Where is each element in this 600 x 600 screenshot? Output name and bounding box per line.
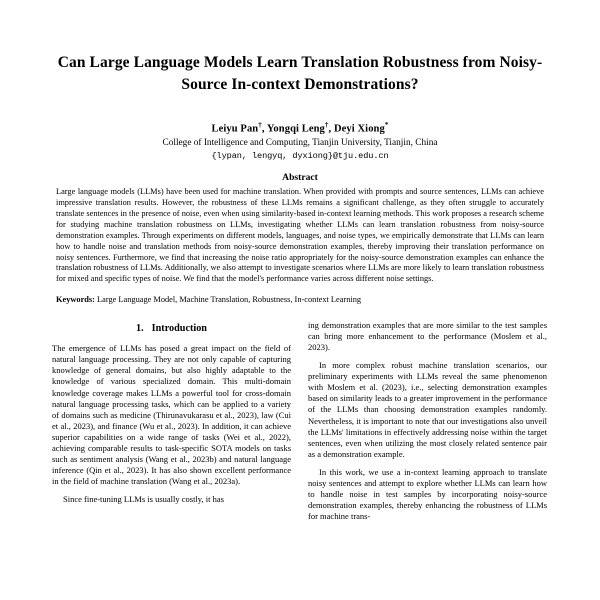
author-mark-3: *	[384, 120, 389, 129]
body-columns	[52, 320, 548, 529]
paragraph: ing demonstration examples that are more similar to the test samples can bring more enhancement to the performance (Moslem et al., 2023).	[308, 319, 547, 353]
author-emails[interactable]: {lypan, lengyq, dyxiong}@tju.edu.cn	[211, 151, 389, 162]
paragraph: The emergence of LLMs has posed a great impact on the field of natural language processing. They are not only capable of capturing knowledge of general domains, but also highly adaptable to the knowledge of various specialized domain. This multi-domain knowledge coverage makes LLMs a powerful tool for cross-domain natural language processing tasks, which can be applied to a variety of domains such as medicine (Thirunavukarasu et al., 2023), law (Cui et al., 2023), and finance (Wu et al., 2023). In addition, it can achieve superior capabilities on a wide range of tasks (Wei et al., 2022), achieving comparable results to task-specific SOTA models on tasks such as sentiment analysis (Wang et al., 2023b) and natural language inference (Qin et al., 2023). It has also shown excellent performance in the field of machine translation (Wang et al., 2023a).	[52, 343, 291, 487]
abstract-heading: Abstract	[282, 172, 318, 184]
paragraph: In more complex robust machine translation scenarios, our preliminary experiments with LLMs reveal the same phenomenon with Moslem et al. (2023), i.e., selecting demonstration examples based on similarity leads to a greater improvement in the performance of the LLMs than choosing demonstration examples randomly. Nevertheless, it is important to note that our investigations also unveil the LLMs' limitations in effectively addressing noise within the target sentences, even when utilizing the most closely related sentence pair as a demonstration example.	[308, 360, 547, 459]
right-column	[308, 320, 547, 529]
author-name-2: Yongqi Leng	[266, 123, 325, 135]
left-column	[52, 320, 291, 529]
keywords-label: Keywords:	[56, 295, 95, 305]
paragraph: In this work, we use a in-context learning approach to translate noisy sentences and attempt to explore whether LLMs can learn how to handle noise in test samples by incorporating noisy-source demonstration examples, thereby enhancing the robustness of LLMs for machine trans-	[308, 466, 547, 522]
paragraph: Since fine-tuning LLMs is usually costly, it has	[63, 494, 224, 505]
author-mark-1: †	[258, 120, 262, 129]
author-mark-2: †	[324, 120, 329, 129]
page-title: Can Large Language Models Learn Translation Robustness from Noisy-Source In-context Demonstrations?	[57, 54, 543, 94]
section-number: 1.	[136, 322, 144, 334]
keywords-text: Large Language Model, Machine Translation, Robustness, In-context Learning	[97, 295, 362, 305]
author-name-3: Deyi Xiong	[333, 123, 385, 135]
keywords-line	[52, 295, 548, 306]
affiliation: College of Intelligence and Computing, Tianjin University, Tianjin, China	[162, 138, 438, 149]
section-title: Introduction	[151, 322, 207, 334]
author-list: Leiyu Pan†, Yongqi Leng†, Deyi Xiong*	[211, 120, 389, 135]
section-heading-introduction	[52, 322, 291, 335]
abstract-text: Large language models (LLMs) have been used for machine translation. When provided with prompts and source sentences, LLMs can achieve impressive translation results. However, the robustness of these LLMs remains a significant challenge, as they often struggle to accurately translate sentences in the presence of noise, even when using similarity-based in-context learning methods. This work proposes a research scheme for studying machine translation robustness on LLMs, investigating whether LLMs can learn translation robustness from noisy-source demonstration examples. Through experiments on different models, languages, and noise types, we empirically demonstrate that LLMs can learn how to handle noise and translation methods from noisy-source demonstration examples, thereby improving their translation performance on noisy sentences. Furthermore, we find that increasing the noise ratio appropriately for the noisy-source demonstration examples can enhance the translation robustness of LLMs. Additionally, we also attempt to investigate scenarios where LLMs are more likely to learn translation robustness for mixed and specific types of noise. We find that the model's performance varies across different noise settings.	[56, 187, 544, 284]
author-name-1: Leiyu Pan	[211, 123, 259, 135]
